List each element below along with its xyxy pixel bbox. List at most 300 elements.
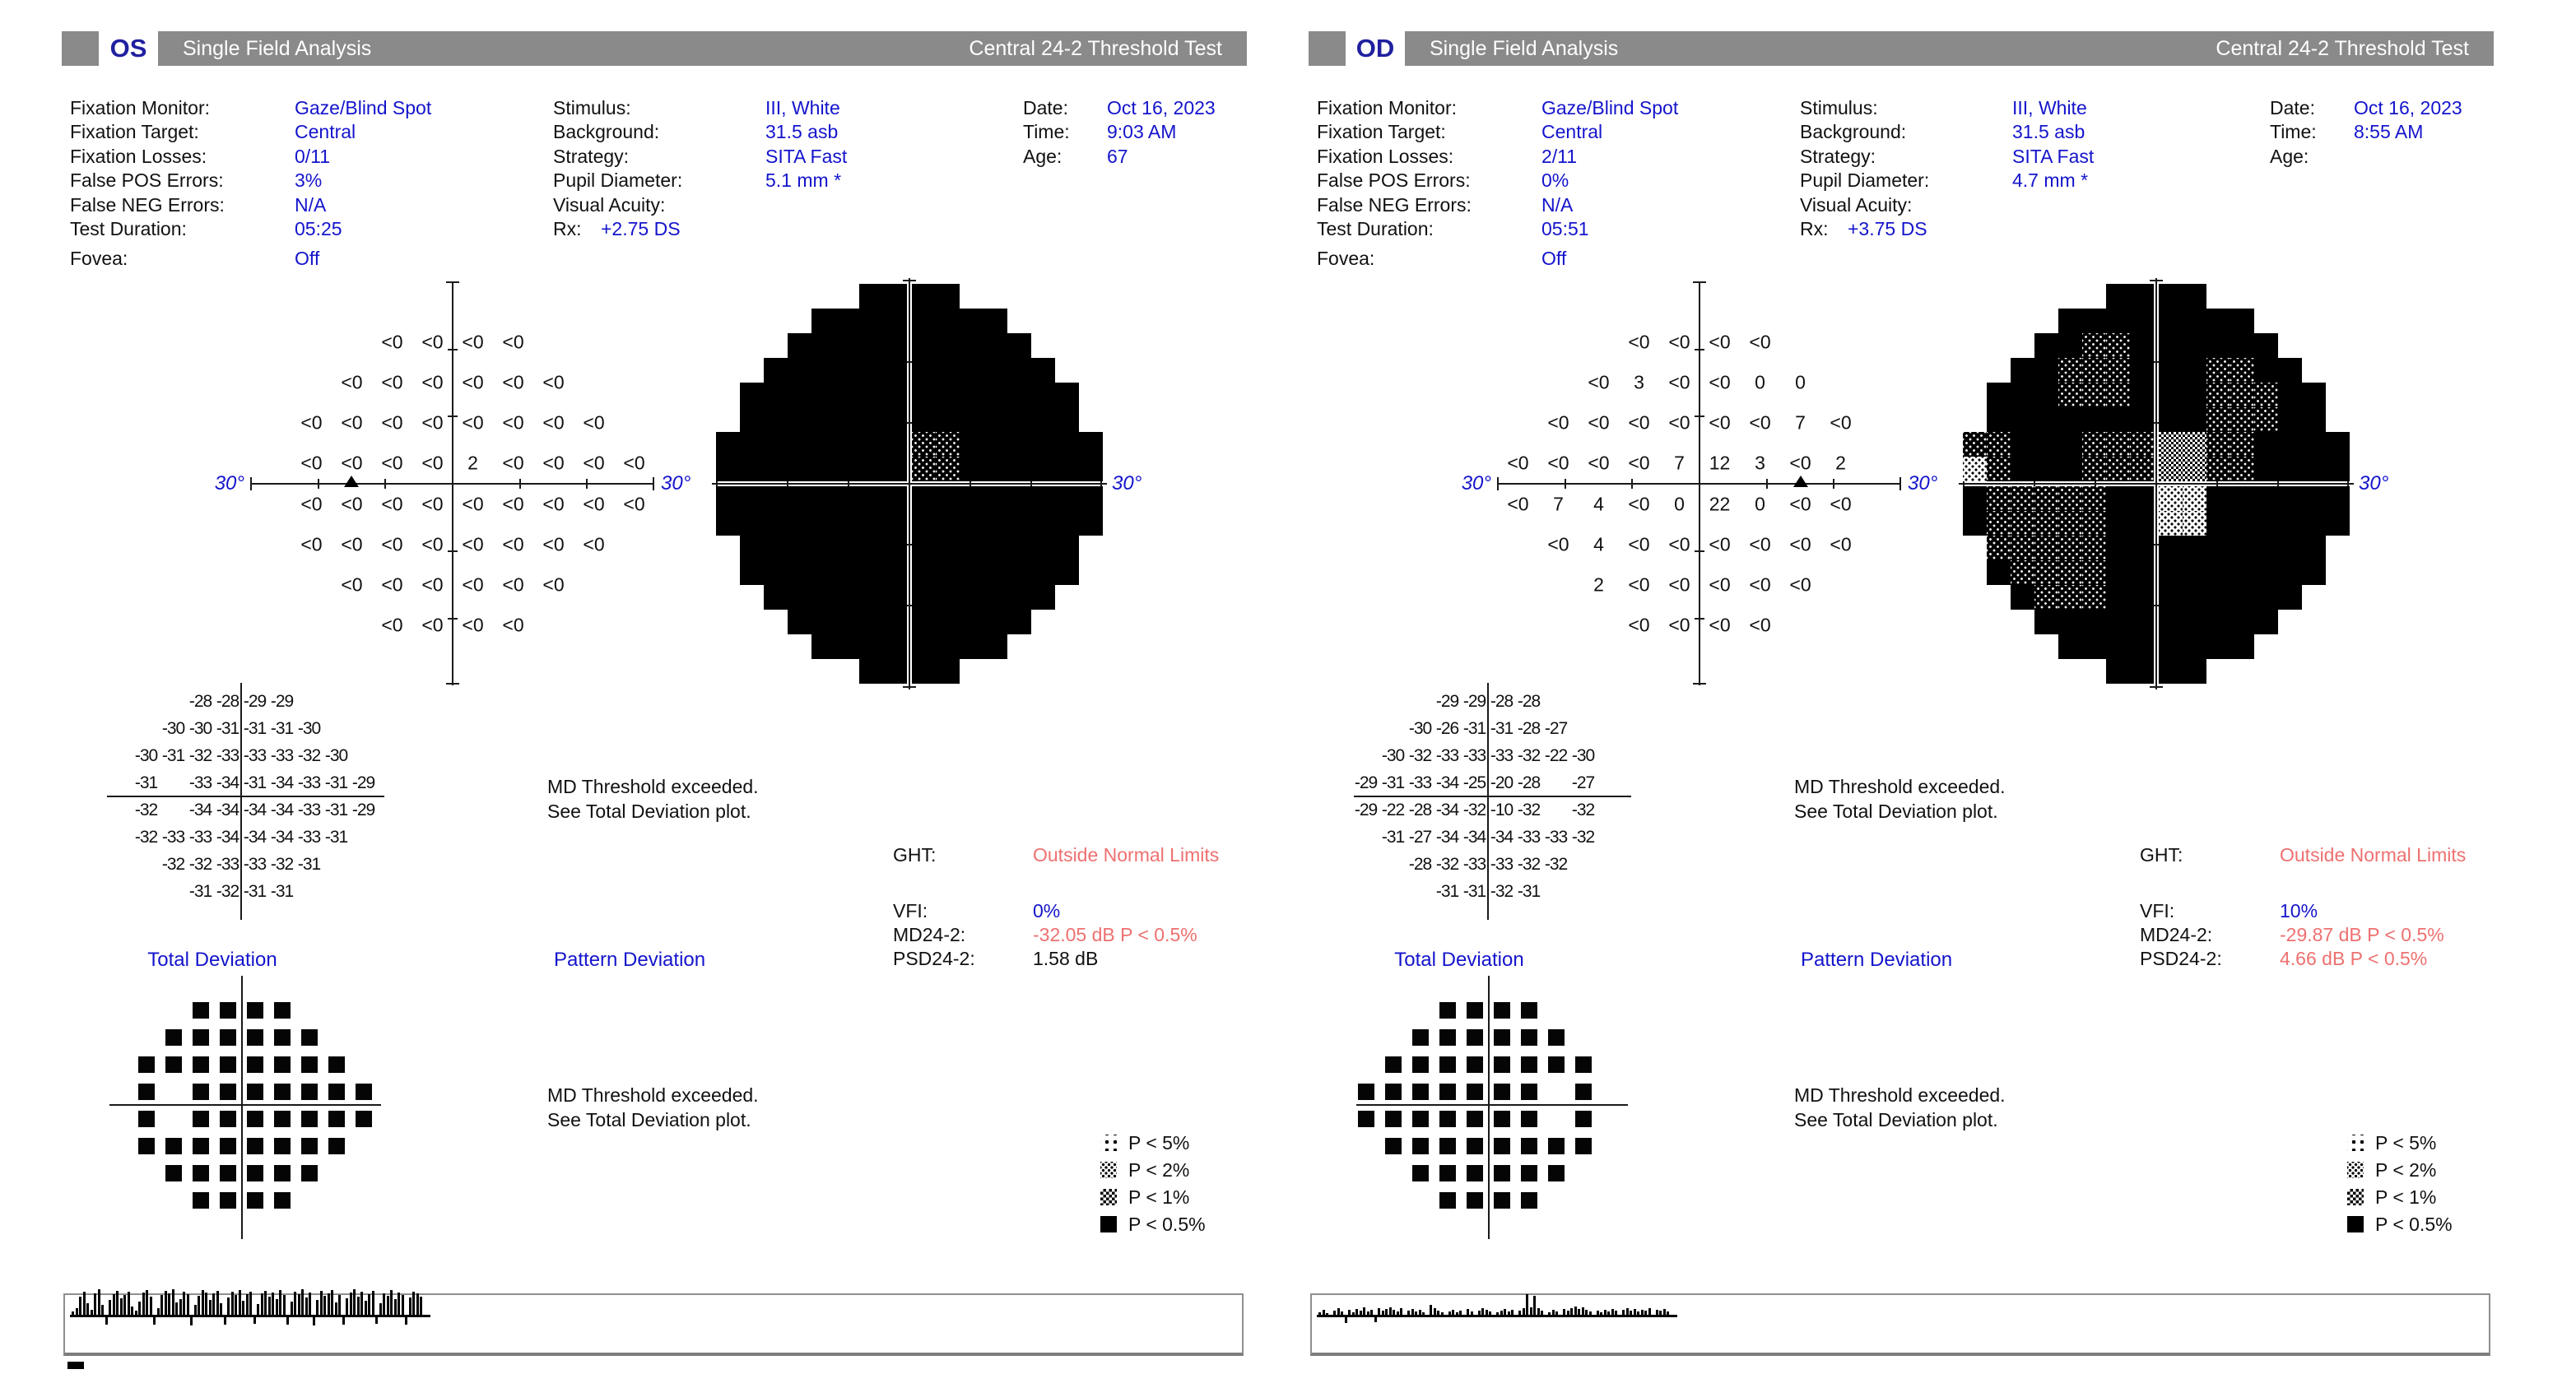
prob-y-axis bbox=[241, 976, 243, 1239]
total-deviation-value: -34 bbox=[1435, 800, 1459, 819]
threshold-value: <0 bbox=[1628, 493, 1650, 514]
grayscale-cell bbox=[2058, 511, 2082, 536]
param-value: 9:03 AM bbox=[1107, 121, 1177, 142]
total-deviation-value: -27 bbox=[1408, 827, 1432, 847]
grayscale-cell bbox=[883, 511, 907, 536]
prob-square bbox=[1575, 1084, 1592, 1100]
grayscale-cell bbox=[1987, 383, 2011, 407]
grayscale-cell bbox=[960, 309, 983, 333]
threshold-value: <0 bbox=[421, 331, 444, 353]
grayscale-cell bbox=[2034, 486, 2058, 511]
grayscale-cell bbox=[788, 486, 811, 511]
grayscale-cell bbox=[2230, 432, 2254, 457]
grayscale-cell bbox=[2058, 432, 2082, 457]
vfi-label: VFI: bbox=[893, 900, 928, 921]
total-deviation-value: -32 bbox=[1517, 800, 1541, 819]
grayscale-cell bbox=[2254, 610, 2278, 634]
gaze-bar bbox=[328, 1293, 330, 1315]
gaze-bar bbox=[360, 1292, 363, 1315]
grayscale-cell bbox=[2159, 634, 2183, 659]
grayscale-cell bbox=[883, 457, 907, 481]
grayscale-cell bbox=[2254, 358, 2278, 383]
grayscale-cell bbox=[2326, 432, 2350, 457]
prob-square bbox=[274, 1111, 291, 1127]
vfi-label: VFI: bbox=[2140, 900, 2175, 921]
prob-square bbox=[1521, 1138, 1537, 1154]
threshold-value: <0 bbox=[1830, 411, 1852, 434]
prob-square bbox=[138, 1111, 155, 1127]
grayscale-cell bbox=[2206, 309, 2230, 333]
legend-item: P < 2% bbox=[1100, 1161, 1206, 1179]
gaze-bar bbox=[1582, 1307, 1584, 1315]
grayscale-cell bbox=[2011, 560, 2034, 585]
threshold-value: <0 bbox=[1789, 493, 1811, 514]
grayscale-cell bbox=[2082, 536, 2106, 560]
param-label: Test Duration: bbox=[70, 218, 187, 239]
total-deviation-value: -34 bbox=[1435, 773, 1459, 792]
grayscale-cell bbox=[1055, 536, 1079, 560]
gaze-bar bbox=[372, 1291, 374, 1315]
total-deviation-value: -32 bbox=[1544, 854, 1568, 874]
gaze-bar bbox=[1552, 1310, 1555, 1315]
grayscale-cell bbox=[936, 333, 960, 358]
axis-tick bbox=[384, 479, 386, 489]
threshold-value: <0 bbox=[502, 493, 524, 514]
grayscale-cell bbox=[1007, 536, 1031, 560]
grayscale-cell bbox=[2082, 585, 2106, 610]
total-deviation-value: -31 bbox=[1490, 718, 1514, 738]
grayscale-cell bbox=[2034, 457, 2058, 481]
grayscale-cell bbox=[2130, 284, 2154, 309]
grayscale-cell bbox=[859, 284, 883, 309]
threshold-value: <0 bbox=[542, 533, 565, 555]
grayscale-cell bbox=[1055, 432, 1079, 457]
grayscale-cell bbox=[2106, 486, 2130, 511]
grayscale-cell bbox=[1007, 333, 1031, 358]
grayscale-cell bbox=[2278, 432, 2302, 457]
grayscale-cell bbox=[2058, 536, 2082, 560]
grayscale-cell bbox=[859, 536, 883, 560]
grayscale-cell bbox=[2326, 486, 2350, 511]
param-label: Strategy: bbox=[553, 146, 630, 167]
grayscale-cell bbox=[1031, 383, 1055, 407]
total-deviation-value: -34 bbox=[216, 800, 239, 819]
grayscale-cell bbox=[1031, 358, 1055, 383]
total-deviation-value: -33 bbox=[297, 773, 321, 792]
grayscale-cell bbox=[936, 284, 960, 309]
prob-square bbox=[1494, 1056, 1510, 1073]
gaze-bar bbox=[335, 1302, 337, 1315]
gaze-bar bbox=[1548, 1312, 1551, 1315]
total-deviation-value: -33 bbox=[1490, 854, 1514, 874]
prob-square bbox=[1467, 1165, 1483, 1181]
grayscale-cell bbox=[912, 383, 936, 407]
gaze-bar bbox=[387, 1296, 389, 1315]
grayscale-cell bbox=[1987, 560, 2011, 585]
grayscale-cell bbox=[788, 536, 811, 560]
grayscale-cell bbox=[2058, 610, 2082, 634]
gaze-bar bbox=[1360, 1311, 1362, 1315]
grayscale-cell bbox=[2278, 511, 2302, 536]
grayscale-cell bbox=[912, 536, 936, 560]
grayscale-cell bbox=[2183, 486, 2206, 511]
gaze-bar bbox=[1367, 1311, 1369, 1315]
total-deviation-value: -31 bbox=[324, 800, 348, 819]
grayscale-cell bbox=[883, 358, 907, 383]
gaze-bar bbox=[194, 1305, 197, 1315]
grayscale-cell bbox=[2183, 309, 2206, 333]
gaze-bar bbox=[128, 1292, 130, 1315]
axis-tick bbox=[1766, 479, 1768, 489]
prob-square bbox=[1358, 1111, 1374, 1127]
total-deviation-value: -32 bbox=[188, 854, 212, 874]
page-corner-mark bbox=[67, 1362, 84, 1369]
gaze-bar bbox=[1374, 1317, 1377, 1322]
legend-item: P < 1% bbox=[2347, 1188, 2453, 1206]
total-deviation-value: -27 bbox=[1571, 773, 1595, 792]
threshold-value: <0 bbox=[542, 493, 565, 514]
fovea-value: Off bbox=[1541, 248, 1567, 269]
grayscale-cell bbox=[740, 457, 764, 481]
gaze-bar bbox=[160, 1295, 163, 1315]
gaze-bar bbox=[294, 1292, 296, 1315]
total-deviation-value: -29 bbox=[1435, 691, 1459, 711]
header-corner-block bbox=[62, 31, 99, 66]
prob-square bbox=[247, 1056, 263, 1073]
prob-square bbox=[1467, 1192, 1483, 1209]
grayscale-cell bbox=[2183, 407, 2206, 432]
param-value: Central bbox=[1541, 121, 1603, 142]
grayscale-cell bbox=[2183, 333, 2206, 358]
grayscale-cell bbox=[2011, 536, 2034, 560]
threshold-value: <0 bbox=[381, 452, 403, 474]
threshold-value: <0 bbox=[300, 533, 323, 555]
prob-square bbox=[356, 1084, 372, 1100]
param-label: Stimulus: bbox=[553, 97, 631, 118]
md-label: MD24-2: bbox=[2140, 924, 2213, 945]
axis-tick bbox=[1695, 618, 1704, 620]
total-deviation-value: -33 bbox=[1462, 854, 1486, 874]
grayscale-cell bbox=[2034, 560, 2058, 585]
threshold-value: <0 bbox=[583, 533, 605, 555]
gaze-bar bbox=[268, 1297, 271, 1315]
prob-square bbox=[1439, 1002, 1456, 1019]
total-deviation-value: -34 bbox=[270, 827, 294, 847]
threshold-value: <0 bbox=[542, 411, 565, 434]
grayscale-cell bbox=[716, 432, 740, 457]
grayscale-cell bbox=[2254, 432, 2278, 457]
grayscale-cell bbox=[1007, 358, 1031, 383]
threshold-value: <0 bbox=[583, 411, 605, 434]
threshold-value: <0 bbox=[300, 411, 323, 434]
threshold-value: <0 bbox=[1668, 411, 1690, 434]
grayscale-cell bbox=[2254, 486, 2278, 511]
prob-square bbox=[328, 1056, 345, 1073]
grayscale-cell bbox=[811, 407, 835, 432]
grayscale-cell bbox=[1055, 457, 1079, 481]
grayscale-cell bbox=[2326, 457, 2350, 481]
total-deviation-value: -34 bbox=[188, 800, 212, 819]
grayscale-cell bbox=[983, 536, 1007, 560]
total-deviation-value: -32 bbox=[1408, 745, 1432, 765]
gaze-bar bbox=[1644, 1311, 1647, 1315]
threshold-value: 3 bbox=[1634, 371, 1644, 393]
axis-tick bbox=[1695, 550, 1704, 552]
grayscale-cell bbox=[2011, 383, 2034, 407]
total-deviation-value: -33 bbox=[1435, 745, 1459, 765]
param-label: False POS Errors: bbox=[1317, 169, 1471, 191]
param-value: +3.75 DS bbox=[1848, 218, 1927, 239]
grayscale-cell bbox=[788, 610, 811, 634]
total-deviation-value: -34 bbox=[270, 800, 294, 819]
grayscale-cell bbox=[2058, 457, 2082, 481]
grayscale-cell bbox=[2183, 432, 2206, 457]
grayscale-cell bbox=[883, 585, 907, 610]
grayscale-cell bbox=[2034, 585, 2058, 610]
grayscale-cell bbox=[2302, 407, 2326, 432]
grayscale-cell bbox=[983, 407, 1007, 432]
prob-square bbox=[1494, 1111, 1510, 1127]
grayscale-cell bbox=[2206, 383, 2230, 407]
legend-item: P < 1% bbox=[1100, 1188, 1206, 1206]
grayscale-cell bbox=[788, 457, 811, 481]
gaze-bar bbox=[1323, 1310, 1325, 1315]
grayscale-cell bbox=[936, 383, 960, 407]
grayscale-cell bbox=[2254, 457, 2278, 481]
threshold-value: 0 bbox=[1795, 371, 1806, 393]
total-deviation-value: -32 bbox=[1435, 854, 1459, 874]
grayscale-cell bbox=[912, 457, 936, 481]
threshold-value: <0 bbox=[300, 493, 323, 514]
gaze-bar bbox=[198, 1296, 200, 1315]
grayscale-cell bbox=[2159, 511, 2183, 536]
grayscale-cell bbox=[764, 457, 788, 481]
grayscale-cell bbox=[859, 432, 883, 457]
gaze-bar bbox=[1530, 1307, 1532, 1315]
prob-square bbox=[274, 1029, 291, 1046]
grayscale-cell bbox=[2106, 610, 2130, 634]
gaze-bar bbox=[1348, 1310, 1351, 1315]
prob-square bbox=[1412, 1084, 1429, 1100]
grayscale-cell bbox=[1031, 457, 1055, 481]
threshold-value: <0 bbox=[502, 614, 524, 635]
grayscale-cell bbox=[2183, 610, 2206, 634]
pattern-deviation-label: Pattern Deviation bbox=[554, 949, 706, 971]
grayscale-cell bbox=[912, 309, 936, 333]
grayscale-cell bbox=[788, 333, 811, 358]
threshold-value: <0 bbox=[341, 493, 363, 514]
axis-endcap bbox=[903, 686, 916, 688]
gaze-bar bbox=[224, 1317, 226, 1325]
grayscale-cell bbox=[788, 511, 811, 536]
grayscale-cell bbox=[960, 358, 983, 383]
grayscale-cell bbox=[2278, 358, 2302, 383]
grayscale-cell bbox=[859, 634, 883, 659]
grayscale-cell bbox=[2130, 610, 2154, 634]
eye-label: OS bbox=[99, 31, 158, 66]
grayscale-cell bbox=[764, 511, 788, 536]
prob-2pct-icon bbox=[1100, 1162, 1117, 1178]
total-deviation-value: -32 bbox=[1517, 854, 1541, 874]
gaze-bar bbox=[405, 1317, 407, 1325]
prob-square bbox=[1575, 1111, 1592, 1127]
grayscale-cell bbox=[2058, 486, 2082, 511]
grayscale-cell bbox=[859, 358, 883, 383]
gaze-bar bbox=[150, 1297, 152, 1315]
grayscale-cell bbox=[835, 457, 859, 481]
threshold-value: <0 bbox=[381, 493, 403, 514]
gaze-bar bbox=[1508, 1311, 1510, 1315]
prob-square bbox=[1494, 1192, 1510, 1209]
grayscale-cell bbox=[2106, 560, 2130, 585]
gaze-bar bbox=[1523, 1308, 1525, 1315]
prob-square bbox=[1467, 1138, 1483, 1154]
total-deviation-value: -31 bbox=[243, 881, 267, 901]
grayscale-cell bbox=[936, 407, 960, 432]
axis-tick bbox=[519, 479, 521, 489]
prob-square bbox=[1385, 1111, 1402, 1127]
total-deviation-value: -29 bbox=[270, 691, 294, 711]
grayscale-cell bbox=[2302, 560, 2326, 585]
grayscale-cell bbox=[2159, 309, 2183, 333]
md-label: MD24-2: bbox=[893, 924, 966, 945]
gaze-bar bbox=[301, 1289, 304, 1315]
gaze-bar bbox=[105, 1317, 108, 1325]
prob-square bbox=[301, 1111, 318, 1127]
total-deviation-value: -28 bbox=[1408, 854, 1432, 874]
threshold-value: <0 bbox=[421, 614, 444, 635]
param-value: 05:25 bbox=[295, 218, 342, 239]
total-deviation-value: -28 bbox=[188, 691, 212, 711]
total-deviation-value: -29 bbox=[1354, 800, 1378, 819]
param-value: 0% bbox=[1541, 169, 1569, 191]
threshold-y-axis bbox=[1699, 282, 1700, 685]
grayscale-cell bbox=[2058, 634, 2082, 659]
grayscale-cell bbox=[2130, 309, 2154, 333]
probability-legend bbox=[1100, 1131, 1206, 1242]
eye-label: OD bbox=[1346, 31, 1405, 66]
gaze-bar bbox=[390, 1290, 393, 1315]
param-value: Gaze/Blind Spot bbox=[295, 97, 432, 118]
prob-square bbox=[301, 1056, 318, 1073]
axis-tick bbox=[448, 550, 458, 552]
gaze-bar bbox=[1393, 1310, 1395, 1315]
grayscale-cell bbox=[2082, 407, 2106, 432]
grayscale-cell bbox=[2106, 432, 2130, 457]
prob-square bbox=[1439, 1056, 1456, 1073]
grayscale-cell bbox=[835, 536, 859, 560]
grayscale-cell bbox=[2254, 333, 2278, 358]
total-deviation-value: -34 bbox=[1462, 827, 1486, 847]
grayscale-cell bbox=[936, 634, 960, 659]
threshold-value: <0 bbox=[341, 371, 363, 393]
total-deviation-value: -28 bbox=[1517, 691, 1541, 711]
grayscale-cell bbox=[912, 284, 936, 309]
gaze-bar bbox=[264, 1291, 267, 1315]
gaze-bar bbox=[276, 1299, 278, 1315]
threshold-value: <0 bbox=[1588, 452, 1610, 474]
gaze-bar bbox=[412, 1292, 415, 1315]
prob-square bbox=[1494, 1165, 1510, 1181]
grayscale-cell bbox=[2106, 457, 2130, 481]
threshold-value: <0 bbox=[341, 533, 363, 555]
total-deviation-value: -32 bbox=[134, 800, 158, 819]
grayscale-cell bbox=[1055, 407, 1079, 432]
grayscale-cell bbox=[960, 432, 983, 457]
gaze-bar bbox=[1437, 1311, 1439, 1315]
prob-square bbox=[193, 1029, 209, 1046]
param-label: Date: bbox=[2270, 97, 2315, 118]
prob-05pct-icon bbox=[1100, 1216, 1117, 1232]
grayscale-cell bbox=[2230, 634, 2254, 659]
param-label: False NEG Errors: bbox=[1317, 194, 1472, 216]
grayscale-cell bbox=[2082, 383, 2106, 407]
grayscale-cell bbox=[716, 511, 740, 536]
grayscale-cell bbox=[2034, 610, 2058, 634]
grayscale-cell bbox=[1055, 383, 1079, 407]
threshold-value: 22 bbox=[1709, 493, 1731, 514]
gaze-bar bbox=[1518, 1311, 1521, 1315]
threshold-value: <0 bbox=[421, 533, 444, 555]
prob-square bbox=[328, 1084, 345, 1100]
total-deviation-value: -34 bbox=[216, 827, 239, 847]
threshold-value: <0 bbox=[542, 371, 565, 393]
header-bar bbox=[1405, 31, 2494, 66]
total-deviation-value: -29 bbox=[1462, 691, 1486, 711]
prob-square bbox=[1439, 1084, 1456, 1100]
gaze-bar bbox=[402, 1295, 404, 1315]
grayscale-cell bbox=[960, 407, 983, 432]
gaze-bar bbox=[120, 1298, 123, 1315]
fovea-label: Fovea: bbox=[1317, 248, 1375, 269]
total-deviation-value: -28 bbox=[1517, 773, 1541, 792]
prob-square bbox=[1412, 1111, 1429, 1127]
gaze-bar bbox=[98, 1289, 100, 1315]
threshold-value: <0 bbox=[583, 452, 605, 474]
axis-label-30deg: 30° bbox=[1112, 472, 1142, 494]
grayscale-cell bbox=[936, 457, 960, 481]
grayscale-cell bbox=[2106, 358, 2130, 383]
gaze-bar bbox=[394, 1299, 397, 1315]
psd-value: 4.66 dB P < 0.5% bbox=[2280, 948, 2428, 969]
grayscale-cell bbox=[1963, 511, 1987, 536]
total-deviation-value: -34 bbox=[216, 773, 239, 792]
gaze-bar bbox=[76, 1308, 78, 1315]
total-deviation-value: -34 bbox=[270, 773, 294, 792]
gaze-bar bbox=[1419, 1310, 1421, 1315]
grayscale-cell bbox=[1007, 585, 1031, 610]
prob-square bbox=[1575, 1056, 1592, 1073]
grayscale-cell bbox=[2183, 560, 2206, 585]
gaze-bar bbox=[253, 1317, 256, 1324]
total-deviation-label: Total Deviation bbox=[147, 949, 277, 971]
param-label: False NEG Errors: bbox=[70, 194, 225, 216]
grayscale-cell bbox=[811, 634, 835, 659]
gaze-bar bbox=[286, 1317, 289, 1325]
threshold-value: <0 bbox=[341, 452, 363, 474]
grayscale-cell bbox=[2326, 511, 2350, 536]
gaze-bar bbox=[379, 1303, 382, 1315]
grayscale-cell bbox=[2206, 536, 2230, 560]
prob-square bbox=[220, 1056, 236, 1073]
gaze-bar bbox=[220, 1303, 222, 1315]
total-deviation-value: -33 bbox=[161, 827, 185, 847]
gaze-bar bbox=[383, 1293, 385, 1315]
threshold-value: 2 bbox=[1593, 573, 1604, 595]
gaze-bar bbox=[1355, 1309, 1358, 1315]
threshold-value: <0 bbox=[462, 614, 484, 635]
gaze-bar bbox=[1496, 1312, 1499, 1315]
